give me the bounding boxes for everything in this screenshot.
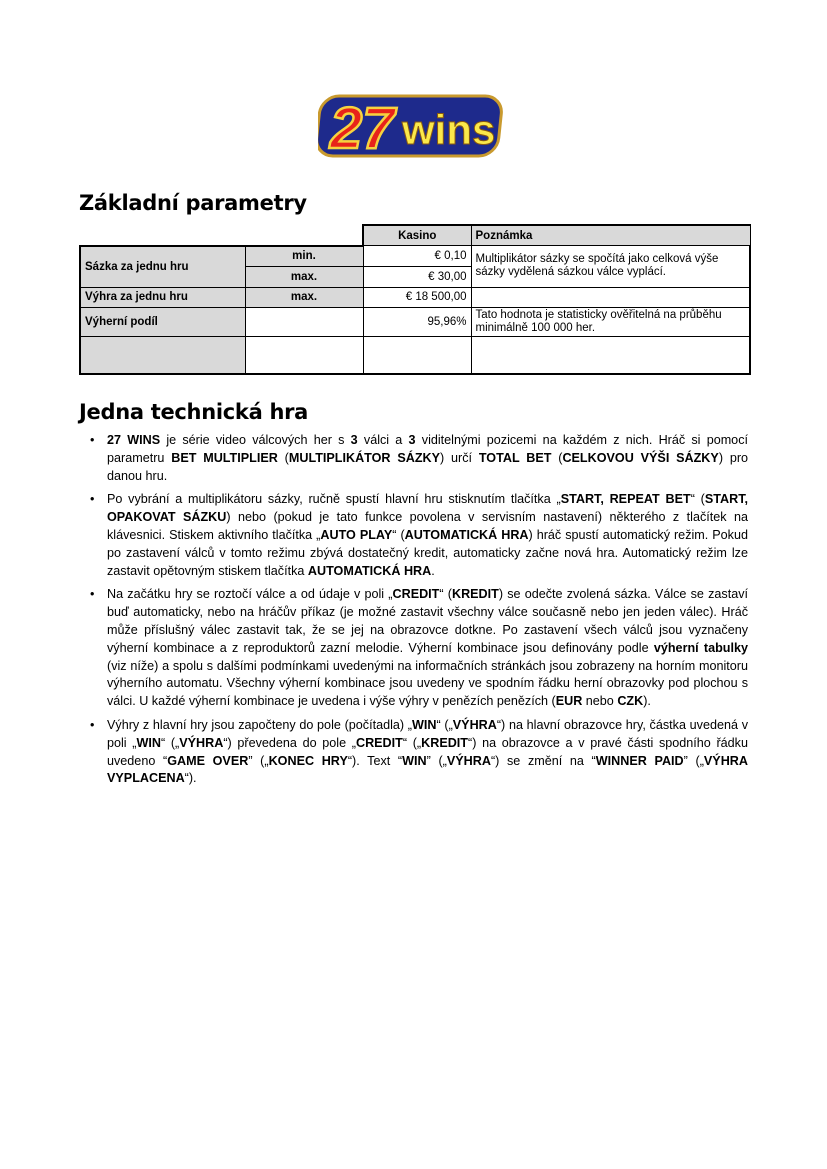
text: ( <box>551 450 563 465</box>
bold-text: WIN <box>411 717 437 732</box>
text: “). <box>184 771 197 786</box>
text: je série video válcových her s <box>160 433 351 447</box>
text: ) určí <box>440 450 479 465</box>
text: “) na hlavní obrazovce hry, částka uvedená v poli „ <box>107 717 748 750</box>
bold-text: VÝHRA <box>179 735 224 750</box>
text: “ („ <box>436 717 453 732</box>
text: ” („ <box>683 753 704 768</box>
bold-text: AUTO PLAY <box>320 527 393 542</box>
text: “ („ <box>402 735 422 750</box>
text: Po vybrání a multiplikátoru sázky, ručně spustí hlavní hru stisknutím tlačítka „ <box>107 492 561 507</box>
text: “ („ <box>160 735 180 750</box>
bet-max-label: max. <box>245 266 363 287</box>
text: viditelnými pozicemi na každém z nich. Hráč si pomocí parametru <box>107 433 748 465</box>
text: ) nebo (pokud je tato funkce povolena v servisním nastavení) některého z tlačítek na klávesnici. Stiskem aktivního tlačítka „ <box>107 510 748 542</box>
text: ) pro danou hru. <box>107 450 749 483</box>
text: ) hráč spustí automatický režim. Pokud po zastavení válců v tomto režimu zbývá dostatečný kredit, automaticky začne nová hra. Automatický režim lze zastavit opětovným stiskem tlačítka <box>107 527 748 578</box>
section-title-technical-game: Jedna technická hra <box>79 400 309 424</box>
bold-text: VÝHRA <box>446 753 491 768</box>
bold-text: WINNER PAID <box>595 753 684 768</box>
rtp-value: 95,96% <box>363 307 471 336</box>
bold-text: KONEC HRY <box>268 753 348 768</box>
win-max-label: max. <box>245 287 363 307</box>
bullet-icon: • <box>90 717 95 732</box>
text: válci a <box>357 433 409 447</box>
bold-text: KREDIT <box>421 735 469 750</box>
svg-text:27: 27 <box>330 96 395 161</box>
bold-text: 27 WINS <box>107 433 161 447</box>
header-casino: Kasino <box>363 225 471 246</box>
bold-text: WIN <box>136 735 161 750</box>
bold-text: START, REPEAT BET <box>560 492 691 507</box>
bold-text: TOTAL BET <box>478 450 552 465</box>
text: ” („ <box>248 753 269 768</box>
bold-text: START, OPAKOVAT SÁZKU <box>107 492 748 525</box>
rules-list-item <box>90 491 748 580</box>
bold-text: CELKOVOU VÝŠI SÁZKY <box>562 450 719 465</box>
bold-text: CREDIT <box>392 587 440 602</box>
win-max-value: € 18 500,00 <box>363 287 471 307</box>
parameters-table <box>79 224 751 375</box>
rules-list <box>90 432 748 794</box>
bold-text: CZK <box>617 694 644 709</box>
text: . <box>431 563 435 578</box>
text: Výhry z hlavní hry jsou započteny do pole (počítadla) „ <box>107 717 412 732</box>
text: Na začátku hry se roztočí válce a od údaje v poli „ <box>107 587 393 602</box>
27wins-logo <box>318 88 508 162</box>
bold-text: 3 <box>408 433 416 447</box>
bet-min-label: min. <box>245 246 363 267</box>
text: ” („ <box>426 753 447 768</box>
bold-text: BET MULTIPLIER <box>171 450 278 465</box>
rtp-note: Tato hodnota je statisticky ověřitelná na průběhu minimálně 100 000 her. <box>471 307 750 336</box>
bullet-icon: • <box>90 492 95 507</box>
rules-list-item <box>90 432 748 485</box>
bold-text: AUTOMATICKÁ HRA <box>307 563 432 578</box>
text: “). Text “ <box>347 753 403 768</box>
text: “ ( <box>690 492 705 507</box>
bullet-icon: • <box>90 587 95 602</box>
text: “ ( <box>439 587 452 602</box>
text: “) na obrazovce a v pravé části spodního řádku uvedeno “ <box>107 735 748 768</box>
bet-max-value: € 30,00 <box>363 266 471 287</box>
text: (viz níže) a spolu s dalšími podmínkami uvedenými na informačních stránkách jsou zobrazeny na horním monitoru výherního automatu. Všechny výherní kombinace jsou uvedeny ve spodním řádku herní obrazovky pod plochou s válci. U každé výherní kombinace je uvedena i výše výhry v penězích penězích ( <box>107 658 748 709</box>
bold-text: 3 <box>350 433 358 447</box>
bold-text: EUR <box>555 694 583 709</box>
text: nebo <box>582 694 618 709</box>
bullet-icon: • <box>90 433 95 447</box>
bold-text: VÝHRA <box>452 717 497 732</box>
bet-label: Sázka za jednu hru <box>80 246 245 288</box>
bold-text: KREDIT <box>451 587 499 602</box>
text: “) převedena do pole „ <box>223 735 356 750</box>
section-title-parameters: Základní parametry <box>79 191 307 215</box>
header-note: Poznámka <box>471 225 750 246</box>
text: ( <box>277 450 289 465</box>
bold-text: výherní tabulky <box>653 640 749 655</box>
bold-text: WIN <box>402 753 427 768</box>
text: ) se odečte zvolená sázka. Válce se zastaví buď automaticky, nebo na hráčův příkaz (je možné zastavit všechny válce současně nebo jen jeden válec). Hráč může příslušný válec zastavit tak, že se jej na obrazovce dotkne. Po zastavení všech válců jsou vyznačeny výherní kombinace a z reproduktorů zazní melodie. Výherní kombinace jsou definovány podle <box>107 587 748 655</box>
rules-list-item <box>90 586 748 711</box>
rules-list-item <box>90 717 748 788</box>
text: ). <box>643 694 651 709</box>
bet-note: Multiplikátor sázky se spočítá jako celková výše sázky vydělená sázkou válce vyplácí. <box>471 246 750 288</box>
bold-text: GAME OVER <box>167 753 249 768</box>
bold-text: MULTIPLIKÁTOR SÁZKY <box>288 450 441 465</box>
svg-text:wins: wins <box>402 106 496 153</box>
text: “) se změní na “ <box>490 753 596 768</box>
win-label: Výhra za jednu hru <box>80 287 245 307</box>
bold-text: CREDIT <box>355 735 403 750</box>
bet-min-value: € 0,10 <box>363 246 471 267</box>
bold-text: AUTOMATICKÁ HRA <box>404 527 529 542</box>
text: “ ( <box>392 527 405 542</box>
bold-text: VÝHRA VYPLACENA <box>107 753 748 786</box>
rtp-label: Výherní podíl <box>80 307 245 336</box>
